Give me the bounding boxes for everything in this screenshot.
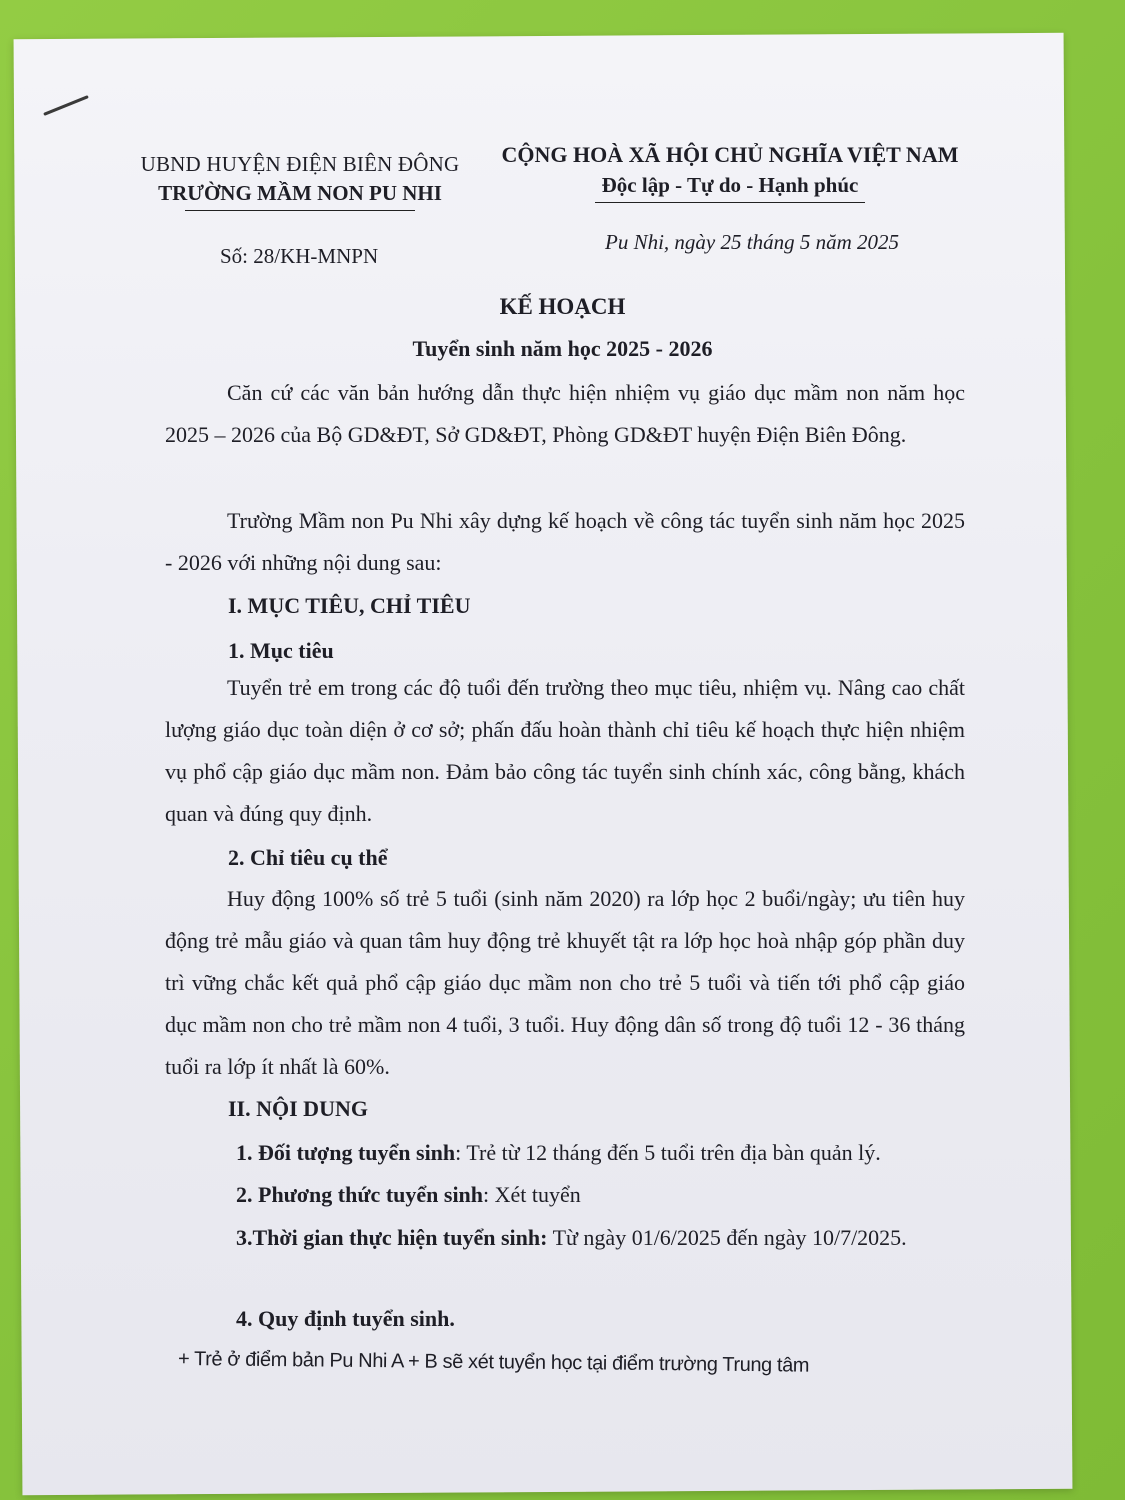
intro-paragraph-1: Căn cứ các văn bản hướng dẫn thực hiện nhiệm vụ giáo dục mầm non năm học 2025 – 2026 của Bộ GD&ĐT, Sở GD&ĐT, Phòng GD&ĐT huyện Điện Biên Đông. — [165, 380, 965, 447]
place-and-date: Pu Nhi, ngày 25 tháng 5 năm 2025 — [605, 230, 899, 254]
document-subtitle: Tuyển sinh năm học 2025 - 2026 — [412, 336, 713, 361]
document-title: KẾ HOẠCH — [499, 294, 626, 319]
section-1-1-heading: 1. Mục tiêu — [228, 638, 334, 663]
item-2-label: 2. Phương thức tuyển sinh — [236, 1182, 484, 1207]
item-4-label: 4. Quy định tuyển sinh. — [236, 1306, 455, 1331]
school-name: TRƯỜNG MẦM NON PU NHI — [158, 181, 442, 205]
item-1-label: 1. Đối tượng tuyển sinh — [236, 1140, 456, 1165]
national-title: CỘNG HOÀ XÃ HỘI CHỦ NGHĨA VIỆT NAM — [501, 142, 959, 167]
section-1-heading: I. MỤC TIÊU, CHỈ TIÊU — [228, 593, 471, 618]
item-1-text: : Trẻ từ 12 tháng đến 5 tuổi trên địa bàn quản lý. — [455, 1140, 881, 1165]
section-1-1-text: Tuyển trẻ em trong các độ tuổi đến trường theo mục tiêu, nhiệm vụ. Nâng cao chất lượng giáo dục toàn diện ở cơ sở; phấn đấu hoàn thành chỉ tiêu kế hoạch thực hiện nhiệm vụ phổ cập giáo dục mầm non. Đảm bảo công tác tuyển sinh chính xác, công bằng, khách quan và đúng quy định. — [165, 675, 965, 826]
item-3-text: Từ ngày 01/6/2025 đến ngày 10/7/2025. — [547, 1225, 907, 1250]
section-1-2-text: Huy động 100% số trẻ 5 tuổi (sinh năm 2020) ra lớp học 2 buổi/ngày; ưu tiên huy động trẻ mẫu giáo và quan tâm huy động trẻ khuyết tật ra lớp học hoà nhập góp phần duy trì vững chắc kết quả phổ cập giáo dục mầm non cho trẻ 5 tuổi và tiến tới phổ cập giáo dục mầm non cho trẻ mầm non 4 tuổi, 3 tuổi. Huy động dân số trong độ tuổi 12 - 36 tháng tuổi ra lớp ít nhất là 60%. — [165, 886, 965, 1079]
agency-name: UBND HUYỆN ĐIỆN BIÊN ĐÔNG — [140, 152, 460, 176]
enrollment-rule-line: + Trẻ ở điểm bản Pu Nhi A + B sẽ xét tuyển học tại điểm trường Trung tâm — [177, 1348, 810, 1377]
section-2-heading: II. NỘI DUNG — [228, 1096, 368, 1121]
section-2-item-4 — [236, 1306, 455, 1332]
section-1-2-heading: 2. Chỉ tiêu cụ thể — [228, 845, 388, 870]
section-2-item-2 — [236, 1182, 581, 1208]
item-2-text: : Xét tuyển — [483, 1182, 581, 1207]
motto-underline — [595, 202, 865, 203]
issuer-header — [120, 150, 480, 211]
school-underline — [185, 210, 415, 211]
national-motto: Độc lập - Tự do - Hạnh phúc — [601, 173, 859, 197]
document-number: Số: 28/KH-MNPN — [220, 244, 379, 268]
national-header — [480, 140, 980, 203]
intro-paragraph-2: Trường Mầm non Pu Nhi xây dựng kế hoạch về công tác tuyển sinh năm học 2025 - 2026 với những nội dung sau: — [165, 508, 965, 575]
section-2-item-3 — [170, 1218, 966, 1258]
section-2-item-1 — [236, 1140, 881, 1166]
item-3-label: 3.Thời gian thực hiện tuyển sinh: — [236, 1225, 548, 1250]
